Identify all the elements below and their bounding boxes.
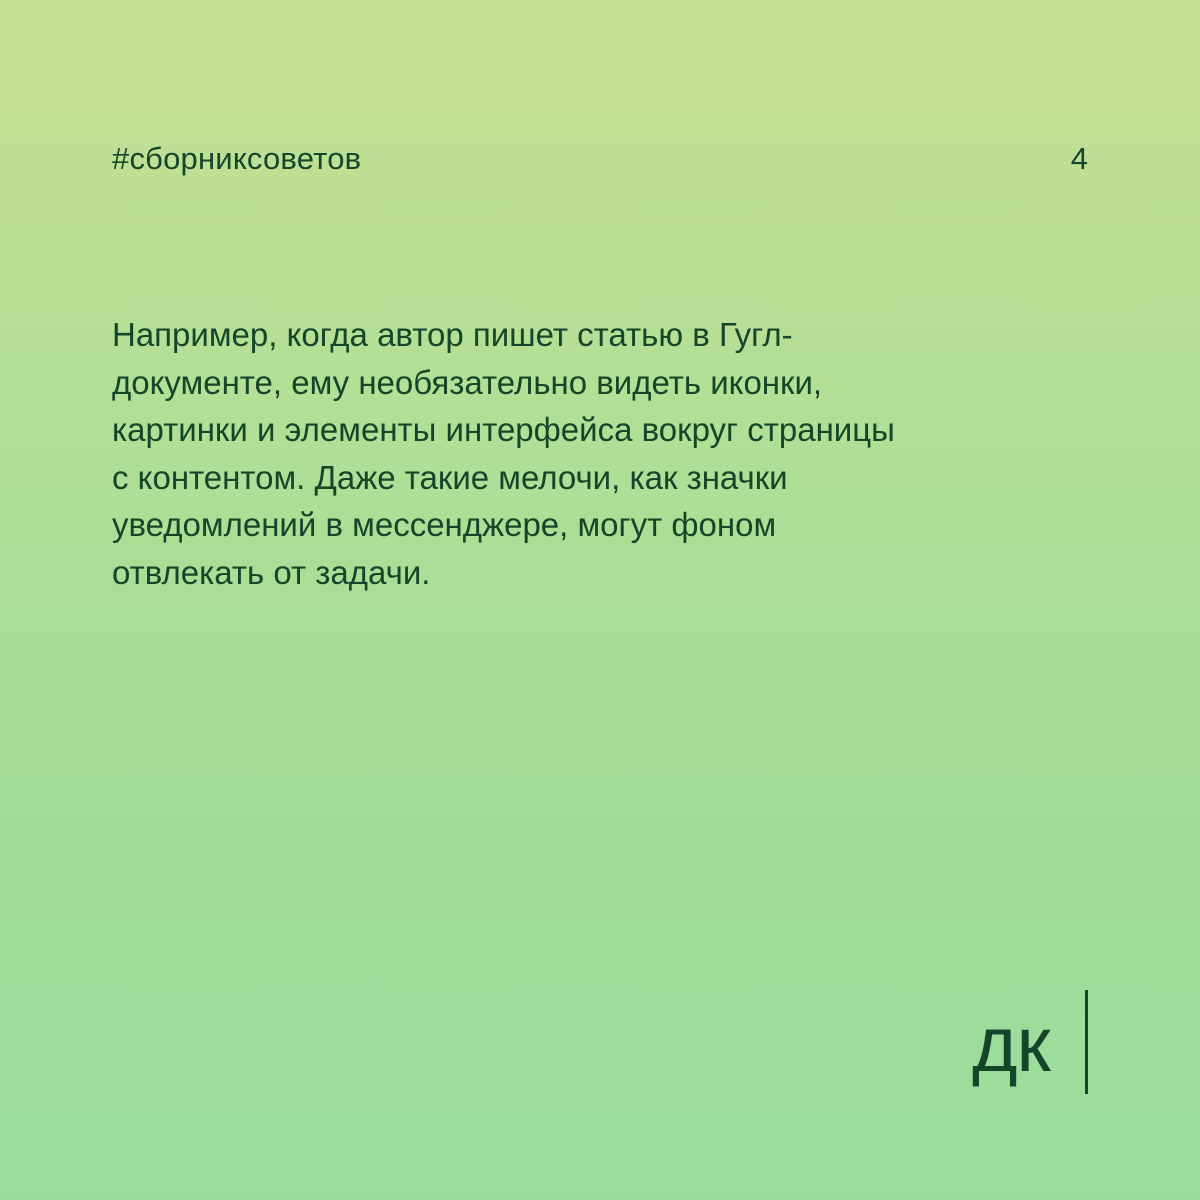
body-text-line: уведомлений в мессенджере, могут фоном (112, 506, 777, 543)
body-text-line: Например, когда автор пишет статью в Гугл- (112, 316, 793, 353)
body-text-line: документе, ему необязательно видеть иконки, (112, 363, 823, 401)
body-text (112, 311, 992, 596)
hashtag-label: #сборниксоветов (112, 141, 362, 176)
page-number: 4 (1070, 141, 1088, 176)
brand-logo (972, 990, 1092, 1094)
logo-text: дк (972, 1000, 1050, 1088)
logo-cursor-bar (1085, 990, 1088, 1094)
body-text-line: с контентом. Даже такие мелочи, как значки (112, 458, 788, 496)
body-text-line: отвлекать от задачи. (112, 553, 431, 591)
body-text-line: картинки и элементы интерфейса вокруг страницы (112, 411, 895, 448)
